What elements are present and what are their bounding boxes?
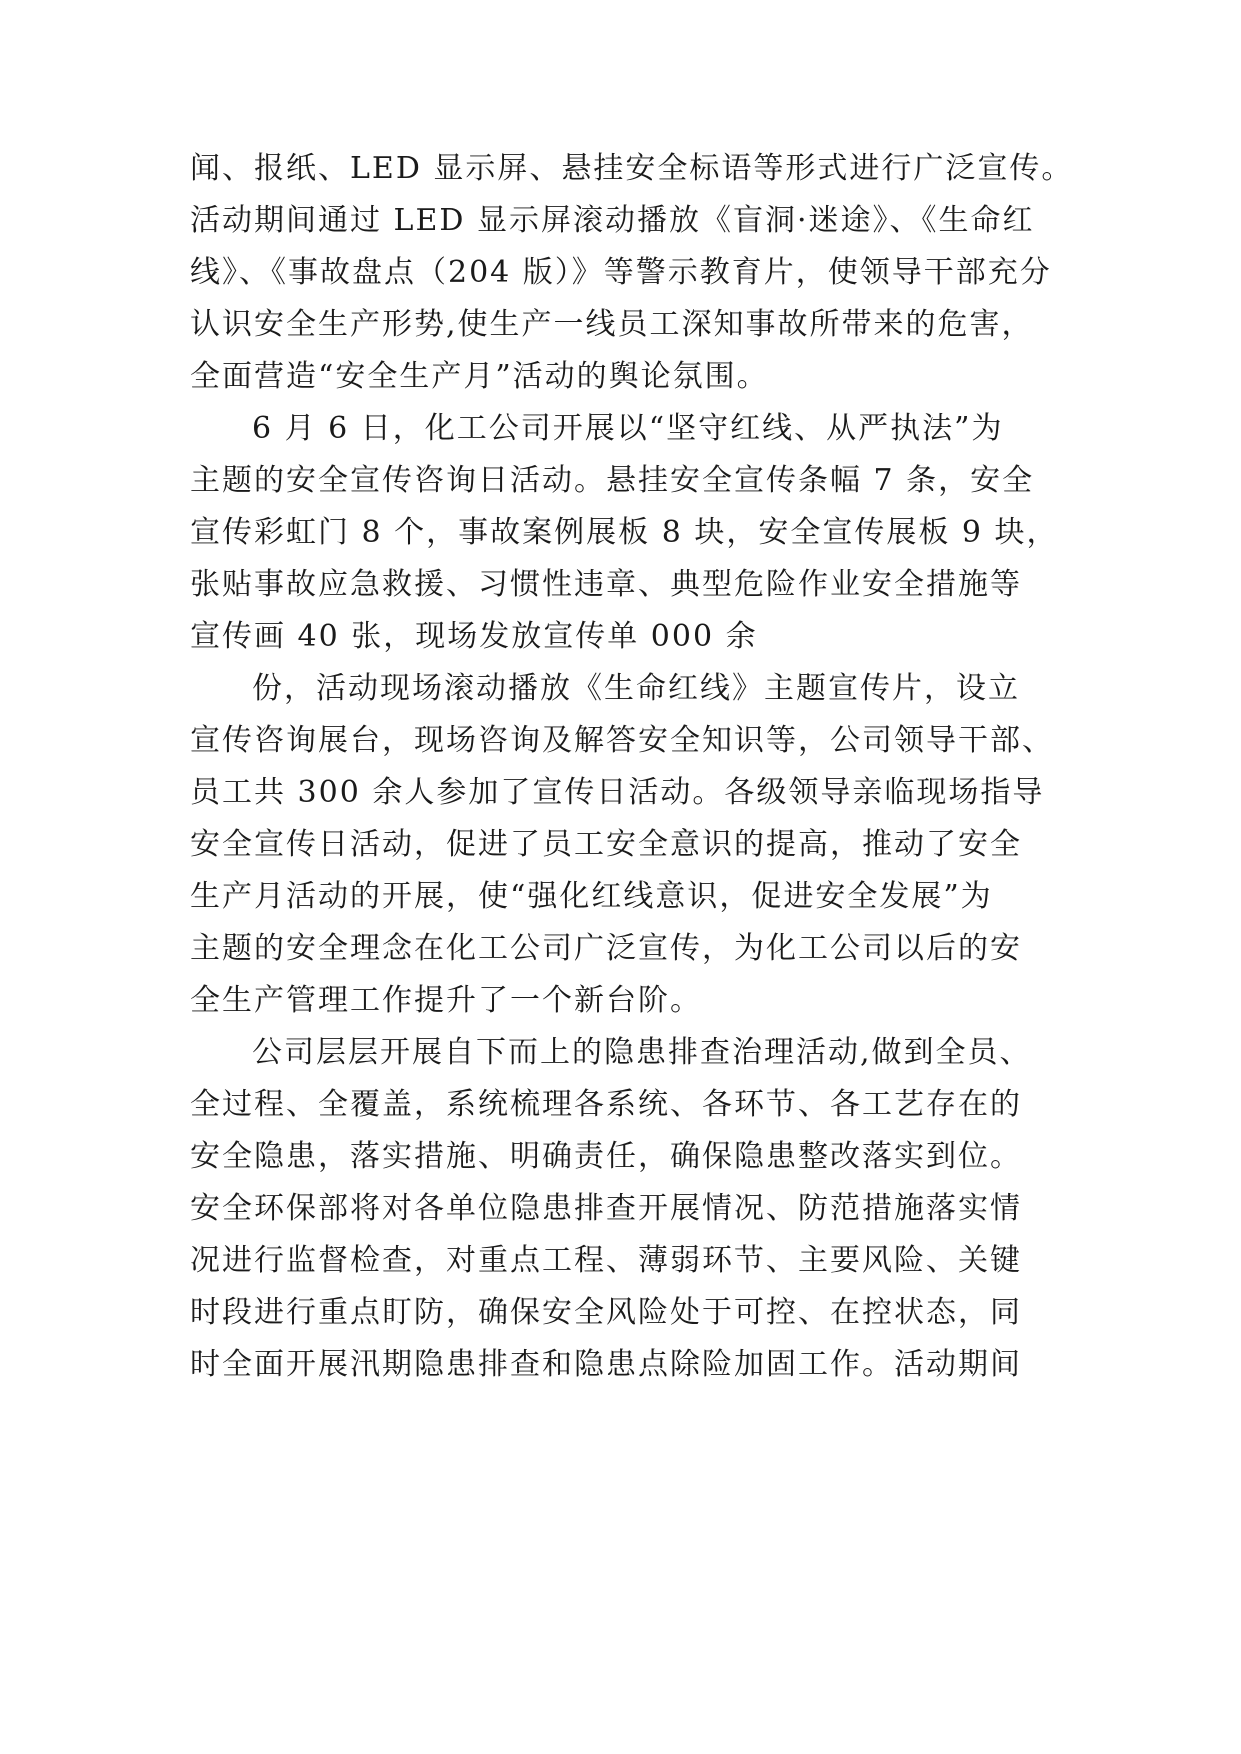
text-line: 员工共 300 余人参加了宣传日活动。各级领导亲临现场指导: [190, 775, 1045, 810]
paragraph-start-line: 公司层层开展自下而上的隐患排查治理活动,做到全员、: [252, 1035, 1032, 1070]
text-line: 闻、报纸、LED 显示屏、悬挂安全标语等形式进行广泛宣传。: [190, 151, 1074, 186]
paragraph-start-line: 6 月 6 日，化工公司开展以“坚守红线、从严执法”为: [252, 411, 1004, 446]
text-line: 宣传画 40 张，现场发放宣传单 000 余: [190, 619, 758, 654]
text-line: 全生产管理工作提升了一个新台阶。: [190, 983, 702, 1018]
text-line: 张贴事故应急救援、习惯性违章、典型危险作业安全措施等: [190, 567, 1022, 602]
text-line: 时段进行重点盯防，确保安全风险处于可控、在控状态，同: [190, 1295, 1022, 1330]
text-line: 全面营造“安全生产月”活动的舆论氛围。: [190, 359, 769, 394]
text-line: 生产月活动的开展，使“强化红线意识，促进安全发展”为: [190, 879, 993, 914]
text-line: 安全宣传日活动，促进了员工安全意识的提高，推动了安全: [190, 827, 1022, 862]
text-line: 活动期间通过 LED 显示屏滚动播放《盲洞·迷途》、《生命红: [190, 203, 1035, 238]
text-line: 认识安全生产形势,使生产一线员工深知事故所带来的危害，: [190, 307, 1034, 342]
text-line: 宣传咨询展台，现场咨询及解答安全知识等，公司领导干部、: [190, 723, 1054, 758]
text-line: 全过程、全覆盖，系统梳理各系统、各环节、各工艺存在的: [190, 1087, 1022, 1122]
paragraph-start-line: 份，活动现场滚动播放《生命红线》主题宣传片，设立: [252, 671, 1020, 706]
text-line: 安全环保部将对各单位隐患排查开展情况、防范措施落实情: [190, 1191, 1022, 1226]
text-line: 时全面开展汛期隐患排查和隐患点除险加固工作。活动期间: [190, 1347, 1022, 1382]
text-line: 安全隐患，落实措施、明确责任，确保隐患整改落实到位。: [190, 1139, 1022, 1174]
text-line: 主题的安全宣传咨询日活动。悬挂安全宣传条幅 7 条，安全: [190, 463, 1035, 498]
text-line: 线》、《事故盘点（204 版）》等警示教育片，使领导干部充分: [190, 255, 1052, 290]
text-line: 主题的安全理念在化工公司广泛宣传，为化工公司以后的安: [190, 931, 1022, 966]
text-line: 宣传彩虹门 8 个，事故案例展板 8 块，安全宣传展板 9 块，: [190, 515, 1059, 550]
text-line: 况进行监督检查，对重点工程、薄弱环节、主要风险、关键: [190, 1243, 1022, 1278]
